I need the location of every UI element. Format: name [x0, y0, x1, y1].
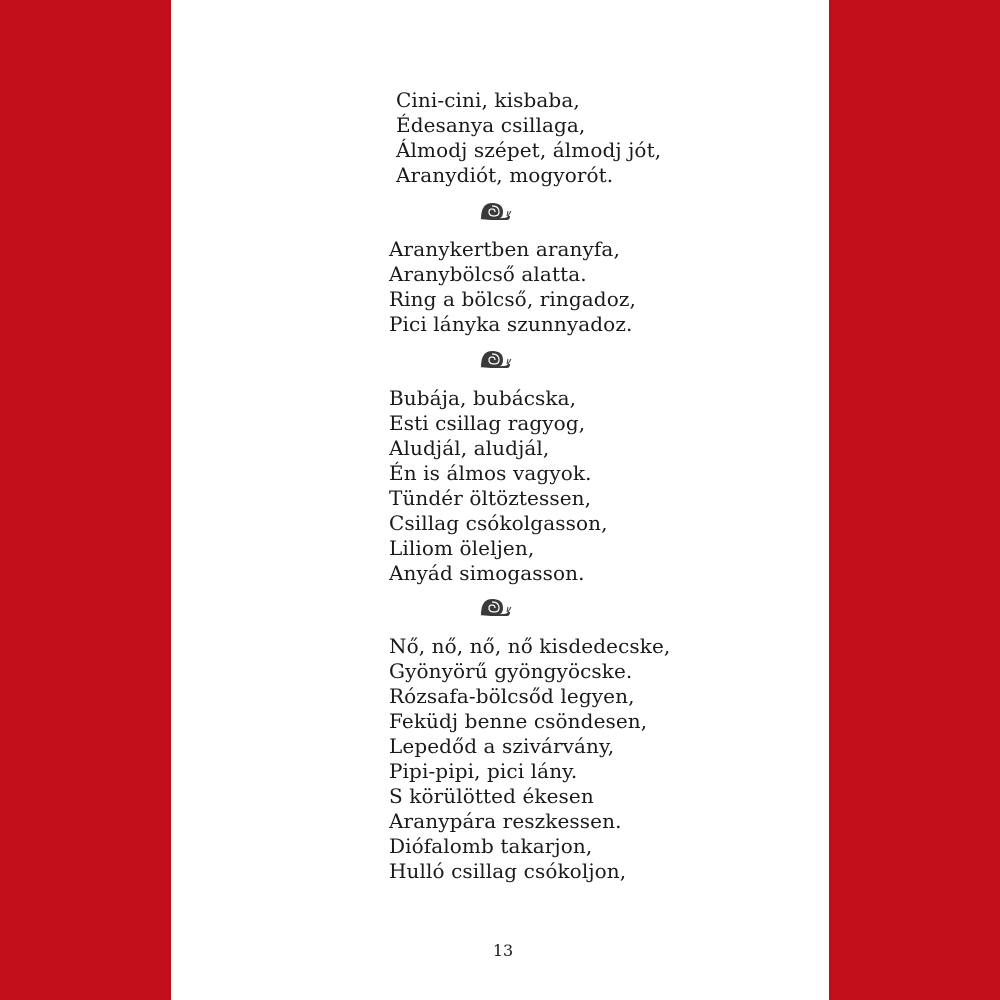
poem-line: Aranybölcső alatta. [389, 262, 587, 286]
poem-line: Cini-cini, kisbaba, [396, 88, 580, 112]
page-number: 13 [492, 941, 514, 960]
book-page [171, 0, 829, 1000]
snail-icon [477, 596, 513, 618]
left-red-border [0, 0, 171, 1000]
poem-line: Feküdj benne csöndesen, [389, 709, 648, 733]
stanza-1 [396, 88, 661, 188]
poem-line: Aranypára reszkessen. [389, 809, 622, 833]
snail-icon [477, 348, 513, 370]
poem-line: Diófalomb takarjon, [389, 834, 593, 858]
poem-line: Lepedőd a szivárvány, [389, 734, 615, 758]
poem-line: Bubája, bubácska, [389, 386, 577, 410]
right-red-border [829, 0, 1000, 1000]
poem-line: Nő, nő, nő, nő kisdedecske, [389, 634, 671, 658]
snail-icon [477, 200, 513, 222]
stanza-3 [389, 386, 608, 586]
poem-line: Liliom öleljen, [389, 536, 535, 560]
poem-line: Rózsafa-bölcsőd legyen, [389, 684, 635, 708]
poem-line: Hulló csillag csókoljon, [389, 859, 627, 883]
poem-line: Ring a bölcső, ringadoz, [389, 287, 636, 311]
poem-line: Gyönyörű gyöngyöcske. [389, 659, 633, 683]
poem-line: Édesanya csillaga, [396, 113, 586, 137]
poem-line: Anyád simogasson. [389, 561, 585, 585]
poem-line: Aranydiót, mogyorót. [396, 163, 614, 187]
poem-line: Pipi-pipi, pici lány. [389, 759, 578, 783]
stanza-2 [389, 237, 636, 337]
poem-line: Aludjál, aludjál, [389, 436, 550, 460]
poem-line: Esti csillag ragyog, [389, 411, 586, 435]
poem-line: Én is álmos vagyok. [389, 461, 592, 485]
poem-line: Álmodj szépet, álmodj jót, [396, 138, 662, 162]
stanza-4 [389, 634, 670, 884]
poem-line: Csillag csókolgasson, [389, 511, 608, 535]
poem-line: Pici lányka szunnyadoz. [389, 312, 633, 336]
poem-line: Tündér öltöztessen, [389, 486, 592, 510]
poem-line: S körülötted ékesen [389, 784, 594, 808]
poem-line: Aranykertben aranyfa, [389, 237, 620, 261]
